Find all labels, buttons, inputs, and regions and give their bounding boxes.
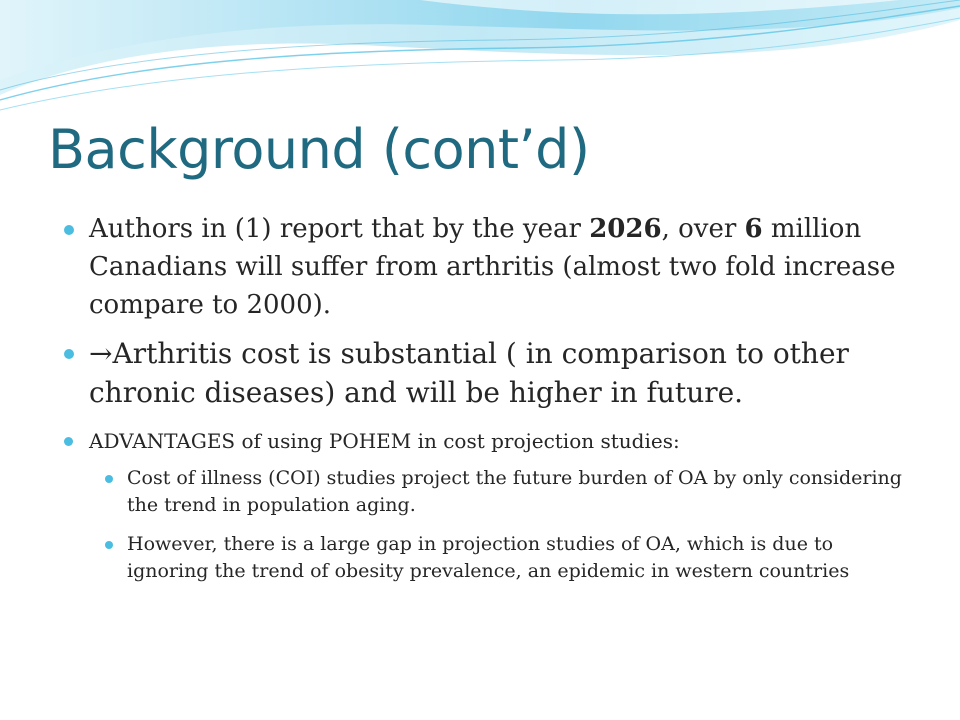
header-wave-decoration: [0, 0, 960, 120]
slide-body: [62, 210, 912, 597]
sub-bullet-dot-icon: [105, 475, 113, 483]
bullet-item-cost: [62, 334, 912, 412]
sub-bullet-dot-icon: [105, 541, 113, 549]
bullet-text: Arthritis cost is substantial ( in comparison to other chronic diseases) and will be higher in future.: [89, 337, 849, 409]
bullet-text-part: million Canadians will suffer from arthritis (almost two fold increase compare to 2000).: [89, 214, 896, 320]
sub-bullet-text: However, there is a large gap in projection studies of OA, which is due to ignoring the trend of obesity prevalence, an epidemic in western countries: [127, 533, 850, 582]
bullet-item-projection: [62, 210, 912, 324]
sub-bullet-item: [89, 465, 912, 519]
bullet-dot-icon: [64, 349, 74, 359]
slide-title: Background (cont’d): [48, 118, 590, 181]
sub-bullet-list: [89, 465, 912, 585]
bullet-text: ADVANTAGES of using POHEM in cost projection studies:: [89, 429, 680, 453]
bullet-dot-icon: [64, 225, 74, 235]
bullet-bold-year: 2026: [589, 214, 662, 244]
arrow-right-icon: →: [89, 337, 113, 370]
bullet-bold-number: 6: [744, 214, 763, 244]
bullet-list: [62, 210, 912, 585]
bullet-item-advantages: [62, 427, 912, 585]
bullet-text-part: Authors in (1) report that by the year: [89, 214, 590, 244]
sub-bullet-item: [89, 531, 912, 585]
bullet-dot-icon: [64, 437, 73, 446]
bullet-text-part: , over: [661, 214, 745, 244]
sub-bullet-text: Cost of illness (COI) studies project the future burden of OA by only considering the trend in population aging.: [127, 467, 902, 516]
